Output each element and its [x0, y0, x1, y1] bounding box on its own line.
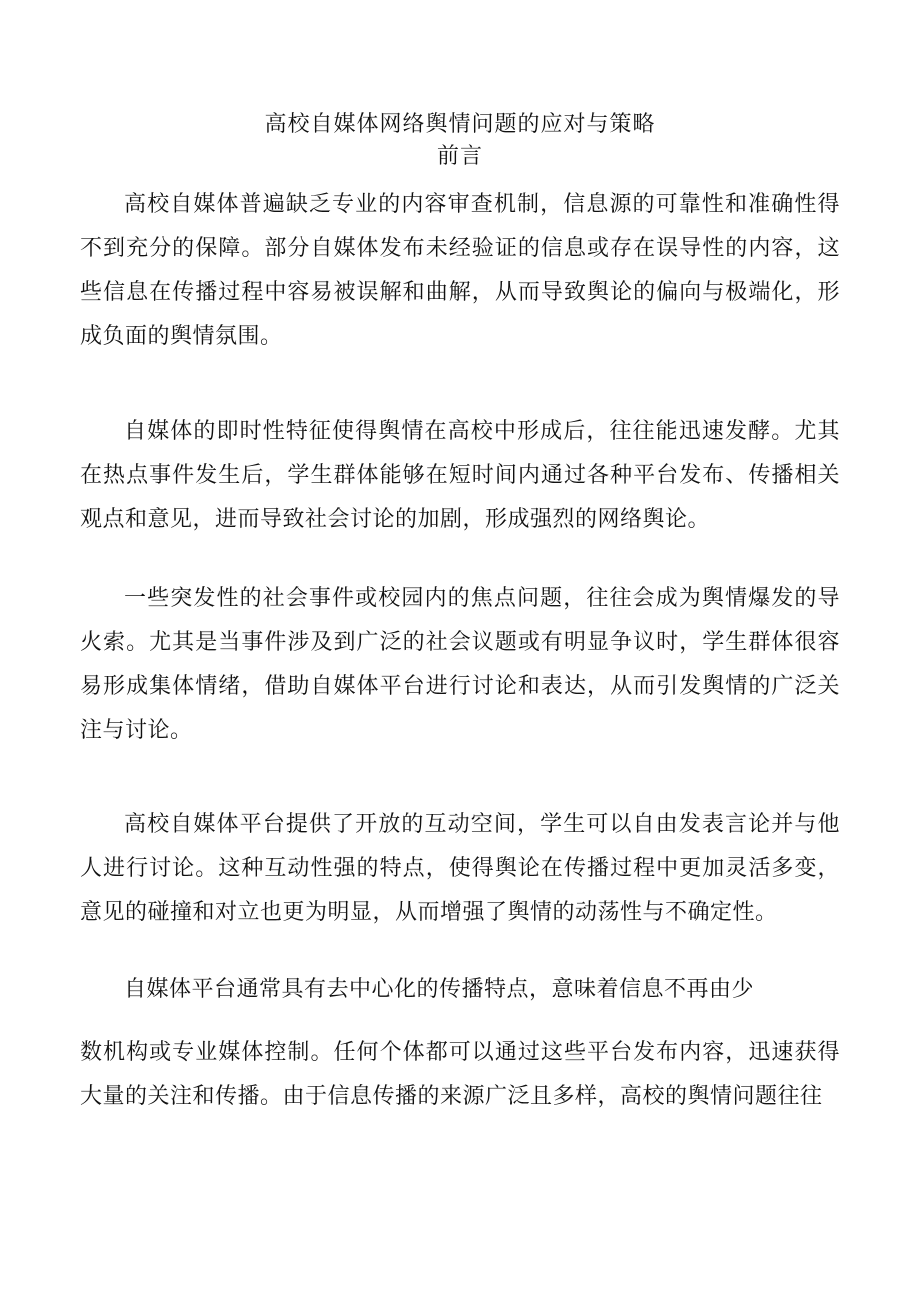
document-title: 高校自媒体网络舆情问题的应对与策略 [264, 112, 656, 137]
paragraph-4: 高校自媒体平台提供了开放的互动空间，学生可以自由发表言论并与他人进行讨论。这种互动性强的特点，使得舆论在传播过程中更加灵活多变，意见的碰撞和对立也更为明显，从而增强了舆情的动荡性与不确定性。 [80, 812, 840, 925]
paragraph-5-continuation: 数机构或专业媒体控制。任何个体都可以通过这些平台发布内容，迅速获得大量的关注和传播。由于信息传播的来源广泛且多样，高校的舆情问题往往 [80, 1040, 840, 1109]
paragraph-5-first-line: 自媒体平台通常具有去中心化的传播特点，意味着信息不再由少 [124, 977, 755, 1002]
paragraph-3: 一些突发性的社会事件或校园内的焦点问题，往往会成为舆情爆发的导火索。尤其是当事件涉及到广泛的社会议题或有明显争议时，学生群体很容易形成集体情绪，借助自媒体平台进行讨论和表达，从而引发舆情的广泛关注与讨论。 [80, 586, 840, 743]
paragraph-2: 自媒体的即时性特征使得舆情在高校中形成后，往往能迅速发酵。尤其在热点事件发生后，学生群体能够在短时间内通过各种平台发布、传播相关观点和意见，进而导致社会讨论的加剧，形成强烈的网络舆论。 [80, 419, 840, 532]
section-heading: 前言 [436, 144, 483, 169]
paragraph-1: 高校自媒体普遍缺乏专业的内容审查机制，信息源的可靠性和准确性得不到充分的保障。部分自媒体发布未经验证的信息或存在误导性的内容，这些信息在传播过程中容易被误解和曲解，从而导致舆论的偏向与极端化，形成负面的舆情氛围。 [80, 192, 840, 349]
